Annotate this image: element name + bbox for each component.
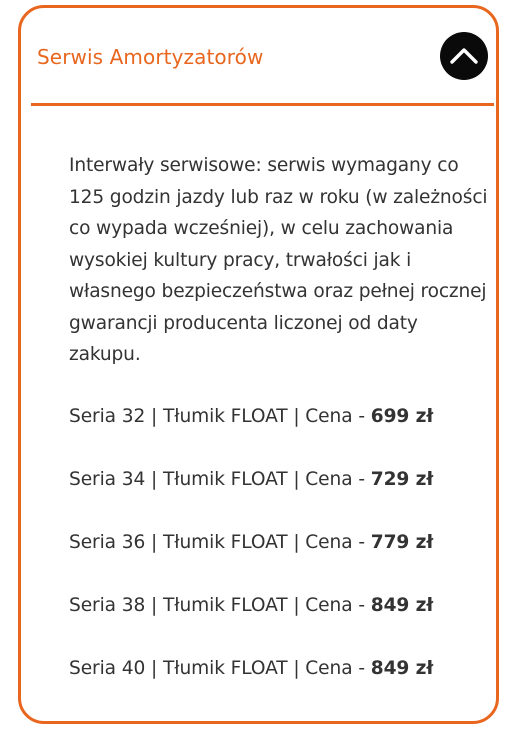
accordion-header[interactable] bbox=[21, 8, 496, 106]
price-amount: 849 zł bbox=[370, 658, 434, 679]
price-label: Seria 38 | Tłumik FLOAT | Cena - bbox=[69, 595, 371, 616]
section-title: Serwis Amortyzatorów bbox=[37, 45, 264, 69]
service-description: Interwały serwisowe: serwis wymagany co 125 godzin jazdy lub raz w roku (w zależności co wypada wcześniej), w celu zachowania wysokiej kultury pracy, trwałości jak i własnego bezpieczeństwa oraz pełnej rocznej gwarancji producenta liczonej od daty zakupu. bbox=[69, 155, 488, 365]
price-amount: 699 zł bbox=[370, 406, 434, 427]
price-amount: 729 zł bbox=[370, 469, 434, 490]
accordion-content bbox=[69, 150, 489, 679]
accordion-card bbox=[18, 5, 499, 724]
price-item bbox=[69, 531, 433, 555]
price-amount: 849 zł bbox=[370, 595, 434, 616]
price-label: Seria 32 | Tłumik FLOAT | Cena - bbox=[69, 406, 371, 427]
chevron-up-icon bbox=[449, 47, 479, 65]
collapse-toggle-button[interactable] bbox=[440, 32, 488, 80]
price-label: Seria 34 | Tłumik FLOAT | Cena - bbox=[69, 469, 371, 490]
price-item bbox=[69, 594, 433, 618]
price-label: Seria 36 | Tłumik FLOAT | Cena - bbox=[69, 532, 371, 553]
price-item bbox=[69, 405, 433, 429]
header-divider bbox=[31, 103, 494, 106]
price-item bbox=[69, 468, 433, 492]
price-label: Seria 40 | Tłumik FLOAT | Cena - bbox=[69, 658, 371, 679]
price-amount: 779 zł bbox=[370, 532, 434, 553]
price-item bbox=[69, 657, 433, 681]
